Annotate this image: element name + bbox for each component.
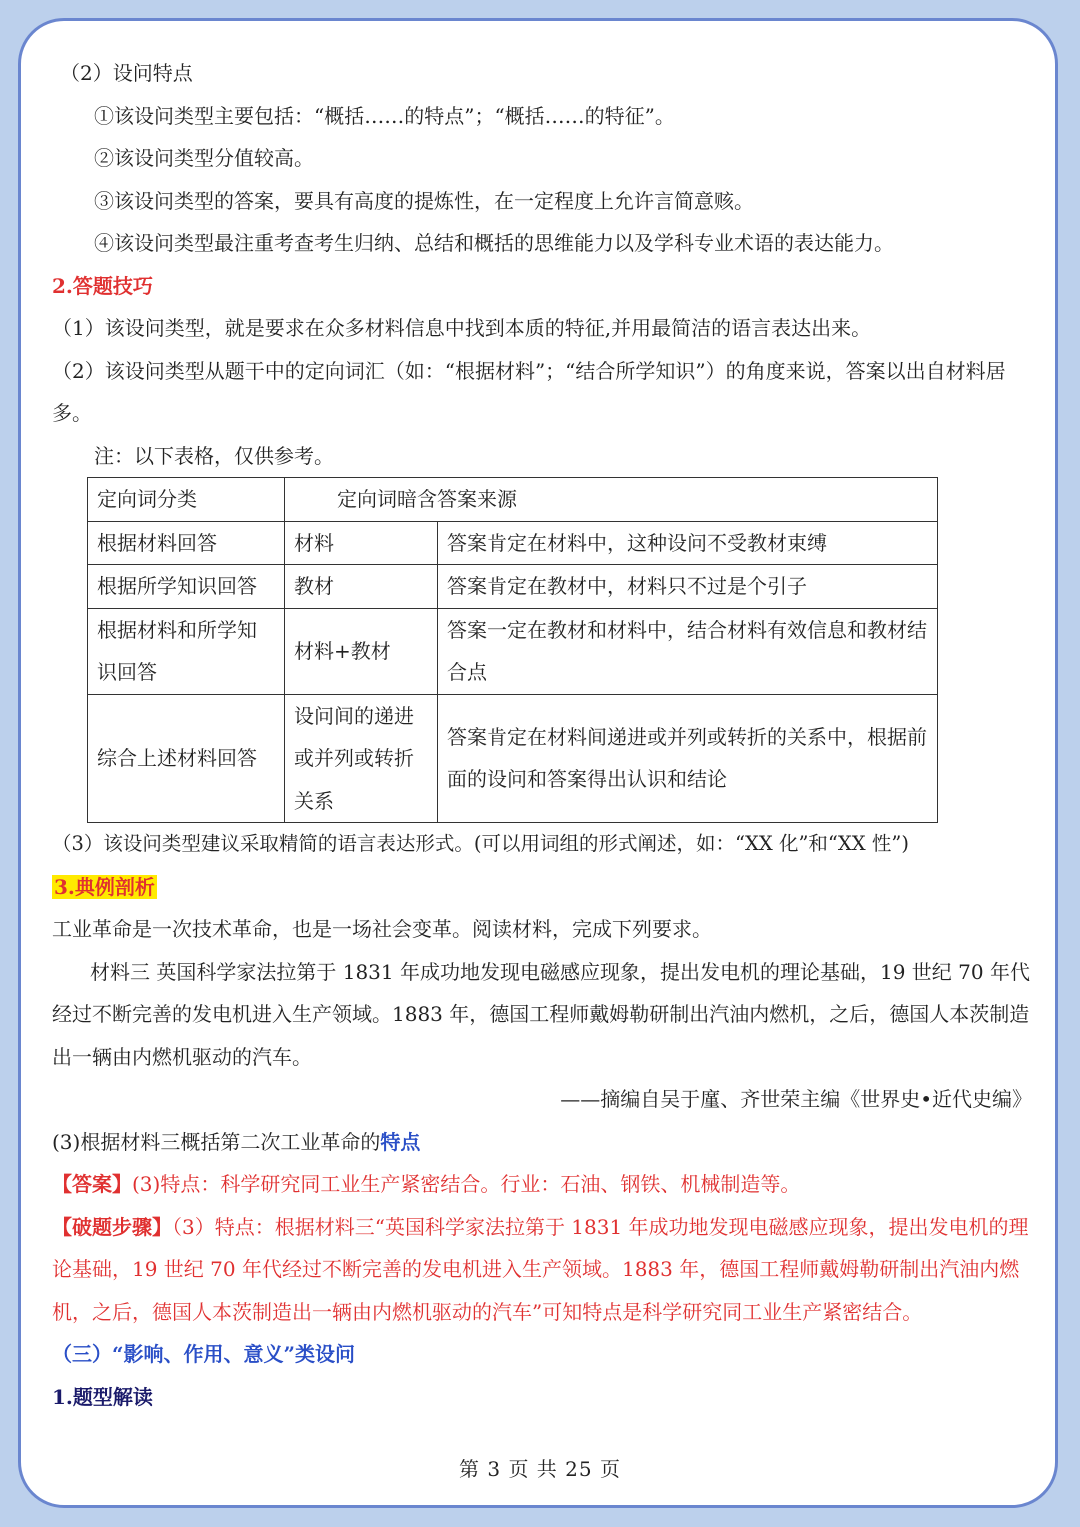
example-heading: 3.典例剖析 — [54, 874, 155, 899]
table-cell: 材料 — [285, 521, 438, 565]
question — [52, 1121, 1032, 1164]
question-keyword: 特点 — [380, 1129, 421, 1154]
material-text: 材料三 英国科学家法拉第于 1831 年成功地发现电磁感应现象，提出发电机的理论基础，19 世纪 70 年代经过不断完善的发电机进入生产领域。1883 年，德国工程师戴姆勒研制出汽油内燃机，之后，德国人本茨制造出一辆由内燃机驱动的汽车。 — [52, 959, 1030, 1069]
table-cell: 答案一定在教材和材料中，结合材料有效信息和教材结合点 — [438, 608, 938, 694]
table-row — [88, 521, 938, 565]
answer — [52, 1163, 1032, 1206]
example-heading-wrap — [52, 866, 1032, 909]
table-cell: 综合上述材料回答 — [88, 694, 285, 823]
list-item: ①该设问类型主要包括：“概括……的特点”；“概括……的特征”。 — [94, 103, 675, 128]
document-body — [52, 52, 1032, 1418]
table-header-row — [88, 478, 938, 522]
table-note: 注：以下表格，仅供参考。 — [94, 443, 334, 468]
paragraph: （3）该设问类型建议采取精简的语言表达形式。(可以用词组的形式阐述，如：“XX 化”和“XX 性”) — [52, 832, 909, 855]
table-row — [88, 608, 938, 694]
paragraph: （2）该设问类型从题干中的定向词汇（如：“根据材料”；“结合所学知识”）的角度来说，答案以出自材料居多。 — [52, 358, 1006, 425]
table-cell: 设问间的递进或并列或转折关系 — [285, 694, 438, 823]
section-heading: （2）设问特点 — [60, 61, 193, 85]
table-cell: 教材 — [285, 565, 438, 609]
reference-table — [87, 477, 938, 823]
section-heading: （三）“影响、作用、意义”类设问 — [52, 1342, 356, 1366]
table-row — [88, 694, 938, 823]
subsection-heading: 1.题型解读 — [52, 1384, 153, 1409]
steps-tag: 【破题步骤】 — [52, 1214, 172, 1239]
material-source: ——摘编自吴于廑、齐世荣主编《世界史•近代史编》 — [560, 1087, 1032, 1111]
list-item: ②该设问类型分值较高。 — [94, 146, 314, 170]
table-cell: 答案肯定在材料间递进或并列或转折的关系中，根据前面的设问和答案得出认识和结论 — [438, 694, 938, 823]
list-item: ④该设问类型最注重考查考生归纳、总结和概括的思维能力以及学科专业术语的表达能力。 — [94, 231, 894, 255]
table-cell: 根据材料和所学知识回答 — [88, 608, 285, 694]
table-row — [88, 565, 938, 609]
table-cell: 根据所学知识回答 — [88, 565, 285, 609]
table-cell: 答案肯定在教材中，材料只不过是个引子 — [438, 565, 938, 609]
answer-tag: 【答案】 — [52, 1172, 132, 1196]
paragraph: 工业革命是一次技术革命，也是一场社会变革。阅读材料，完成下列要求。 — [52, 917, 712, 941]
paragraph: （1）该设问类型，就是要求在众多材料信息中找到本质的特征,并用最简洁的语言表达出来。 — [52, 316, 872, 340]
page-number: 第 3 页 共 25 页 — [459, 1457, 621, 1481]
table-cell: 根据材料回答 — [88, 521, 285, 565]
question-text: (3)根据材料三概括第二次工业革命的 — [52, 1129, 381, 1154]
table-header-cell: 定向词分类 — [88, 478, 285, 522]
table-cell: 答案肯定在材料中，这种设问不受教材束缚 — [438, 521, 938, 565]
list-item: ③该设问类型的答案，要具有高度的提炼性，在一定程度上允许言简意赅。 — [94, 188, 754, 213]
steps-text: （3）特点：根据材料三“英国科学家法拉第于 1831 年成功地发现电磁感应现象，提出发电机的理论基础，19 世纪 70 年代经过不断完善的发电机进入生产领域。1883 年，德国工程师戴姆勒研制出汽油内燃机，之后，德国人本茨制造出一辆由内燃机驱动的汽车”可知特点是科学研究同工业生产紧密结合。 — [52, 1214, 1029, 1324]
solution-steps — [52, 1206, 1032, 1334]
table-header-cell: 定向词暗含答案来源 — [285, 478, 938, 522]
answer-text: (3)特点：科学研究同工业生产紧密结合。行业：石油、钢铁、机械制造等。 — [132, 1172, 801, 1196]
table-cell: 材料+教材 — [285, 608, 438, 694]
tips-heading: 2.答题技巧 — [52, 273, 153, 298]
